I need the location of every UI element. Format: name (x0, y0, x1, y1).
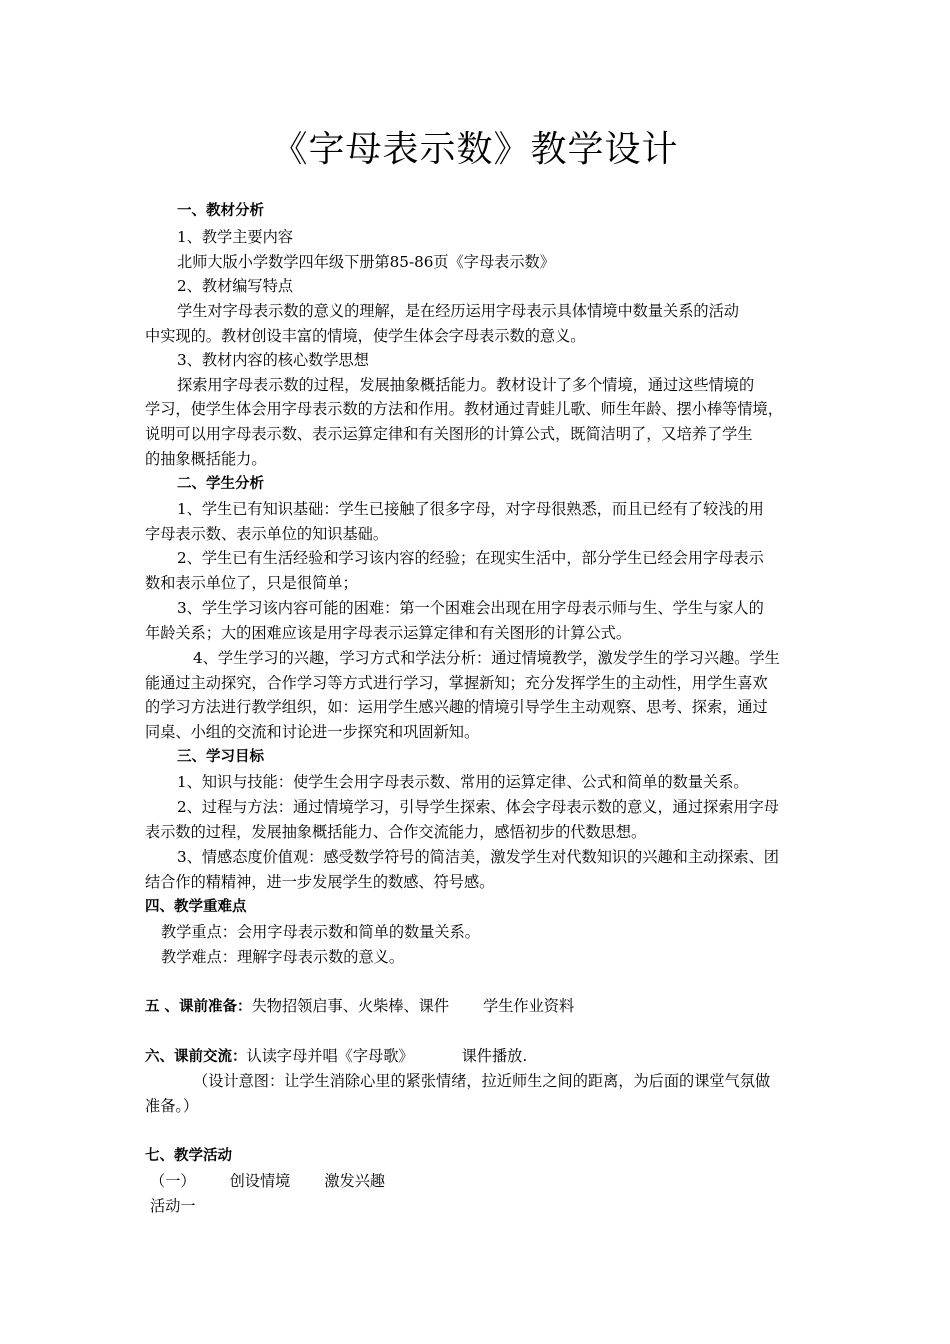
section-2-paragraph: 2、学生已有生活经验和学习该内容的经验；在现实生活中，部分学生已经会用字母表示 (177, 549, 764, 567)
pre-class-activity: 认读字母并唱《字母歌》 (246, 1047, 414, 1065)
part-1-title-a: 创设情境 (229, 1172, 291, 1190)
section-2-paragraph: 能通过主动探究，合作学习等方式进行学习，掌握新知；充分发挥学生的主动性，用学生喜欢 (145, 674, 768, 692)
section-3-paragraph: 1、知识与技能：使学生会用字母表示数、常用的运算定律、公式和简单的数量关系。 (177, 773, 749, 791)
section-2-paragraph: 4、学生学习的兴趣，学习方式和学法分析：通过情境教学，激发学生的学习兴趣。学生 (193, 649, 780, 667)
section-2-paragraph: 同桌、小组的交流和讨论进一步探究和巩固新知。 (145, 723, 480, 741)
section-1-heading: 一、教材分析 (177, 203, 264, 219)
design-note: 准备。） (145, 1097, 199, 1115)
design-note: （设计意图：让学生消除心里的紧张情绪，拉近师生之间的距离，为后面的课堂气氛做 (193, 1072, 771, 1090)
section-3-paragraph: 2、过程与方法：通过情境学习，引导学生探索、体会字母表示数的意义，通过探索用字母 (177, 798, 779, 816)
section-5-heading: 五 、课前准备： (145, 999, 252, 1015)
section-3-paragraph: 3、情感态度价值观：感受数学符号的简洁美，激发学生对代数知识的兴趣和主动探索、团 (177, 848, 779, 866)
section-1-paragraph: 探索用字母表示数的过程，发展抽象概括能力。教材设计了多个情境，通过这些情境的 (177, 376, 755, 394)
part-1-title-b: 激发兴趣 (324, 1172, 386, 1190)
section-1-paragraph: 学生对字母表示数的意义的理解，是在经历运用字母表示具体情境中数量关系的活动 (177, 302, 739, 320)
preparation-items: 失物招领启事、火柴棒、课件 (251, 997, 449, 1015)
difficult-point: 教学难点：理解字母表示数的意义。 (161, 948, 404, 966)
section-5-line (145, 994, 574, 1019)
section-1-paragraph: 学习，使学生体会用字母表示数的方法和作用。教材通过青蛙儿歌、师生年龄、摆小棒等情境， (145, 400, 783, 418)
activity-label: 活动一 (150, 1197, 196, 1215)
key-point: 教学重点：会用字母表示数和简单的数量关系。 (161, 923, 480, 941)
section-3-heading: 三、学习目标 (177, 749, 264, 765)
section-1-subheading-1: 1、教学主要内容 (177, 228, 293, 246)
section-2-paragraph: 数和表示单位了，只是很简单； (145, 574, 358, 592)
section-2-paragraph: 年龄关系；大的困难应该是用字母表示运算定律和有关图形的计算公式。 (145, 624, 631, 642)
section-3-paragraph: 表示数的过程，发展抽象概括能力、合作交流能力，感悟初步的代数思想。 (145, 823, 647, 841)
section-1-paragraph: 的抽象概括能力。 (145, 450, 267, 468)
section-4-heading: 四、教学重难点 (145, 899, 247, 915)
section-1-paragraph: 说明可以用字母表示数、表示运算定律和有关图形的计算公式，既简洁明了，又培养了学生 (145, 425, 753, 443)
section-2-heading: 二、学生分析 (177, 476, 264, 492)
section-1-paragraph: 北师大版小学数学四年级下册第85-86页《字母表示数》 (177, 253, 555, 271)
part-1-number: （一） (150, 1172, 196, 1190)
section-2-paragraph: 字母表示数、表示单位的知识基础。 (145, 525, 388, 543)
pre-class-activity-2: 课件播放. (461, 1047, 528, 1065)
section-6-heading: 六、课前交流： (145, 1049, 247, 1065)
section-3-paragraph: 结合作的精精神，进一步发展学生的数感、符号感。 (145, 873, 495, 891)
section-7-heading: 七、教学活动 (145, 1148, 232, 1164)
section-2-paragraph: 3、学生学习该内容可能的困难：第一个困难会出现在用字母表示师与生、学生与家人的 (177, 599, 764, 617)
page-title: 《字母表示数》教学设计 (271, 129, 679, 170)
section-1-paragraph: 中实现的。教材创设丰富的情境，使学生体会字母表示数的意义。 (145, 327, 586, 345)
part-1-line (150, 1169, 385, 1193)
section-1-subheading-3: 3、教材内容的核心数学思想 (177, 351, 369, 369)
section-2-paragraph: 的学习方法进行教学组织，如：运用学生感兴趣的情境引导学生主动观察、思考、探索，通过 (145, 698, 768, 716)
section-1-subheading-2: 2、教材编写特点 (177, 277, 293, 295)
section-2-paragraph: 1、学生已有知识基础：学生已接触了很多字母，对字母很熟悉，而且已经有了较浅的用 (177, 500, 764, 518)
preparation-items-2: 学生作业资料 (483, 997, 575, 1015)
section-6-line (145, 1044, 527, 1069)
